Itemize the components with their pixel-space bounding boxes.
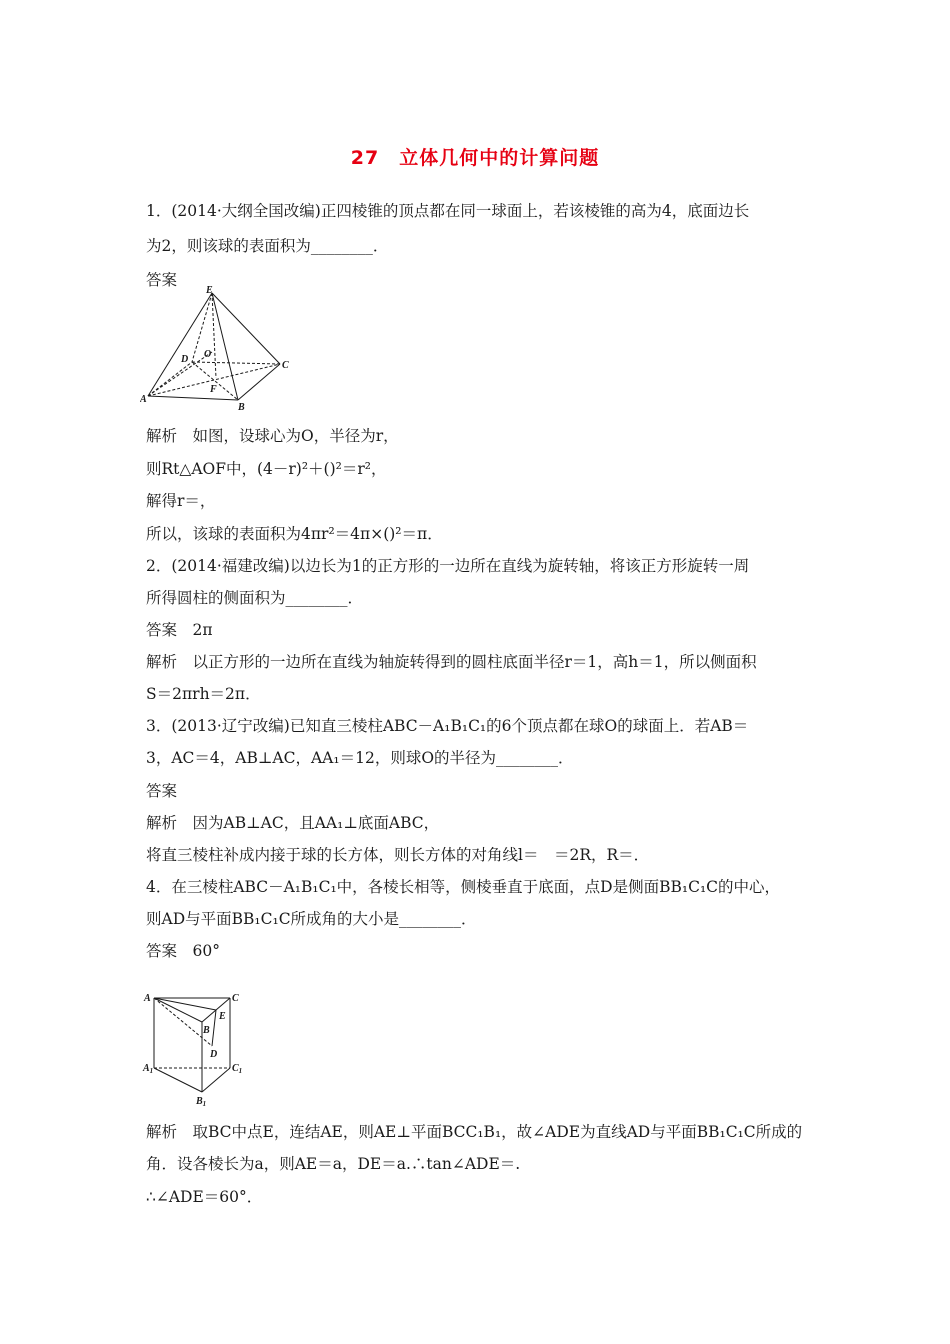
- solution-3-line-1: 解析 因为AB⊥AC，且AA₁⊥底面ABC，: [146, 814, 440, 832]
- page-title: 27 立体几何中的计算问题: [350, 147, 600, 169]
- label-C: C: [282, 360, 289, 371]
- solution-3-line-2: 将直三棱柱补成内接于球的长方体，则长方体的对角线l＝ ＝2R，R＝．: [146, 846, 650, 864]
- problem-2-line-1: 2．(2014·福建改编)以边长为1的正方形的一边所在直线为旋转轴，将该正方形旋转一周: [146, 557, 750, 575]
- solution-4-line-1: 解析 取BC中点E，连结AE，则AE⊥平面BCC₁B₁，故∠ADE为直线AD与平面BB₁C₁C所成的: [146, 1123, 803, 1141]
- label-C: C: [232, 993, 239, 1004]
- problem-3-line-2: 3，AC＝4，AB⊥AC，AA₁＝12，则球O的半径为________．: [146, 749, 574, 767]
- label-C1: $C_1$: [232, 1063, 243, 1075]
- answer-2: 答案 2π: [146, 621, 213, 639]
- label-B: B: [203, 1025, 210, 1036]
- prism-figure: [140, 988, 260, 1110]
- solution-1-line-1: 解析 如图，设球心为O，半径为r，: [146, 427, 399, 445]
- problem-1-line-2: 为2，则该球的表面积为________．: [146, 237, 389, 255]
- label-A: A: [144, 993, 151, 1004]
- answer-3-label: 答案: [146, 782, 178, 800]
- problem-2-line-2: 所得圆柱的侧面积为________．: [146, 589, 364, 607]
- problem-1-line-1: 1．(2014·大纲全国改编)正四棱锥的顶点都在同一球面上，若该棱锥的高为4，底面边长: [146, 202, 750, 220]
- label-F: F: [210, 384, 217, 395]
- solution-1-line-3: 解得r＝，: [146, 492, 216, 510]
- problem-4-line-1: 4．在三棱柱ABC－A₁B₁C₁中，各棱长相等，侧棱垂直于底面，点D是侧面BB₁C₁C的中心，: [146, 878, 781, 896]
- problem-4-line-2: 则AD与平面BB₁C₁C所成角的大小是________．: [146, 910, 477, 928]
- label-E: E: [206, 285, 213, 296]
- label-D: D: [210, 1049, 218, 1060]
- label-O: O: [204, 349, 212, 360]
- solution-4-line-2: 角．设各棱长为a，则AE＝a，DE＝a.∴tan∠ADE＝.: [146, 1155, 521, 1173]
- pyramid-figure: [140, 284, 300, 416]
- solution-2-line-1: 解析 以正方形的一边所在直线为轴旋转得到的圆柱底面半径r＝1，高h＝1，所以侧面积: [146, 653, 757, 671]
- label-B1: $B_1$: [196, 1096, 207, 1108]
- label-E: E: [219, 1011, 226, 1022]
- label-A1: $A_1$: [143, 1063, 154, 1075]
- label-D: D: [181, 354, 189, 365]
- label-A: A: [140, 394, 147, 405]
- problem-3-line-1: 3．(2013·辽宁改编)已知直三棱柱ABC－A₁B₁C₁的6个顶点都在球O的球面上．若AB＝: [146, 717, 749, 735]
- solution-2-line-2: S＝2πrh＝2π．: [146, 685, 261, 703]
- answer-1-label: 答案: [146, 271, 178, 289]
- answer-4: 答案 60°: [146, 942, 220, 960]
- solution-1-line-2: 则Rt△AOF中，(4－r)²＋()²＝r²，: [146, 460, 387, 478]
- solution-4-line-3: ∴∠ADE＝60°．: [146, 1188, 263, 1206]
- label-B: B: [238, 402, 245, 413]
- solution-1-line-4: 所以，该球的表面积为4πr²＝4π×()²＝π．: [146, 525, 443, 543]
